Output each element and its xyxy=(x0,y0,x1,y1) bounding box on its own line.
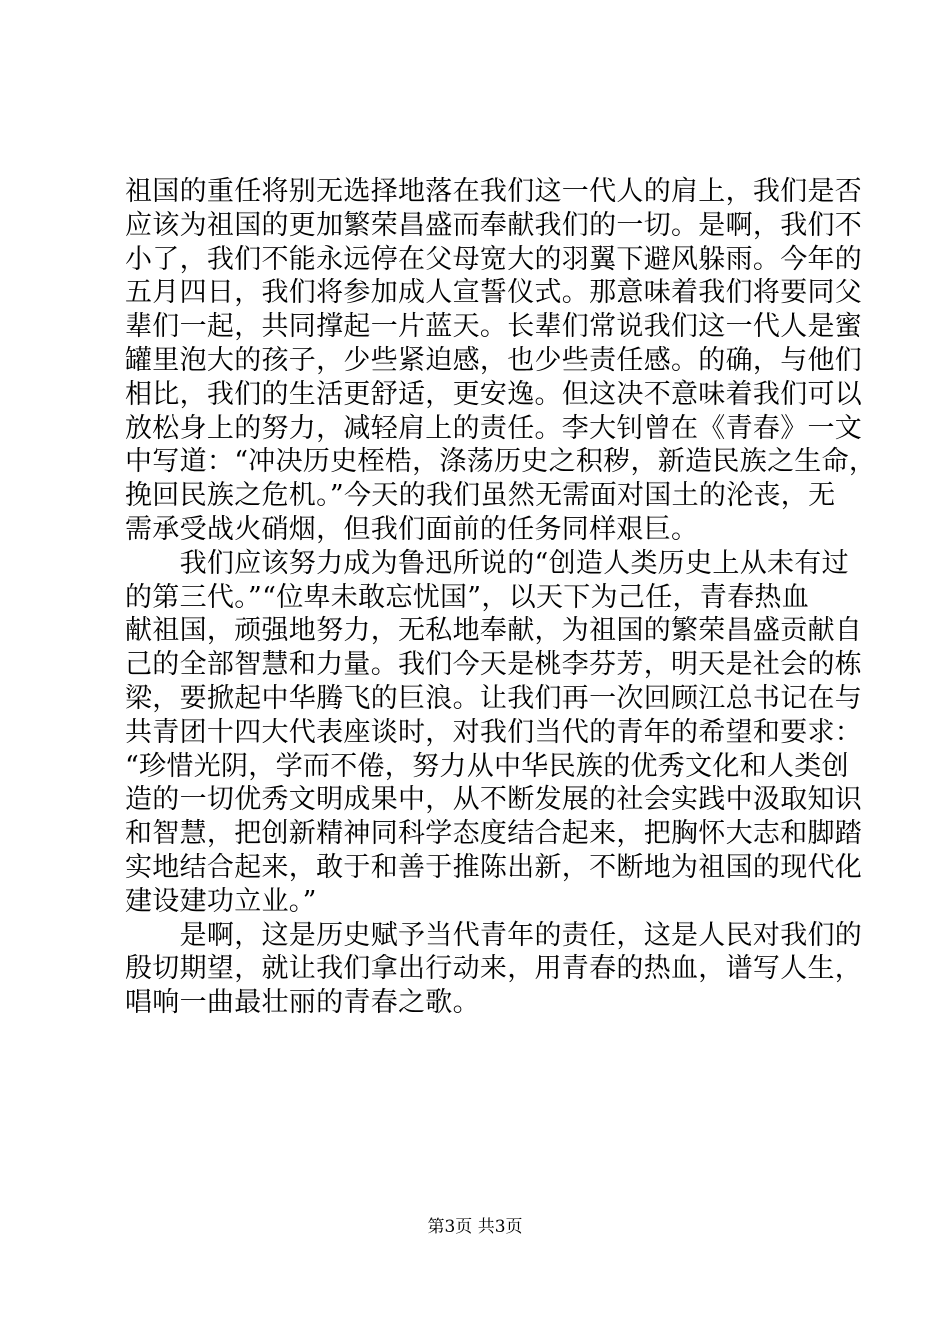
text-line: 实地结合起来，敢于和善于推陈出新，不断地为祖国的现代化 xyxy=(125,851,863,883)
text-line: 相比，我们的生活更舒适，更安逸。但这决不意味着我们可以 xyxy=(125,378,863,410)
text-line: 需承受战火硝烟，但我们面前的任务同样艰巨。 xyxy=(125,513,699,545)
text-line: 造的一切优秀文明成果中，从不断发展的社会实践中汲取知识 xyxy=(125,784,863,816)
text-line: 五月四日，我们将参加成人宣誓仪式。那意味着我们将要同父 xyxy=(125,277,863,309)
text-line: 共青团十四大代表座谈时，对我们当代的青年的希望和要求： xyxy=(125,716,863,748)
text-line: 罐里泡大的孩子，少些紧迫感，也少些责任感。的确，与他们 xyxy=(125,344,863,376)
text-line: 我们应该努力成为鲁迅所说的“创造人类历史上从未有过 xyxy=(125,547,849,579)
text-line: 己的全部智慧和力量。我们今天是桃李芬芳，明天是社会的栋 xyxy=(125,649,863,681)
text-line: 辈们一起，共同撑起一片蓝天。长辈们常说我们这一代人是蜜 xyxy=(125,311,863,343)
page-number: 第3页 共3页 xyxy=(427,1217,523,1237)
text-line: 献祖国，顽强地努力，无私地奉献，为祖国的繁荣昌盛贡献自 xyxy=(125,615,863,647)
text-line: 放松身上的努力，减轻肩上的责任。李大钊曾在《青春》一文 xyxy=(125,412,863,444)
text-line: 殷切期望，就让我们拿出行动来，用青春的热血，谱写人生， xyxy=(125,953,863,985)
text-line: 应该为祖国的更加繁荣昌盛而奉献我们的一切。是啊，我们不 xyxy=(125,209,863,241)
text-line: 挽回民族之危机。”今天的我们虽然无需面对国土的沦丧，无 xyxy=(125,480,836,512)
text-line: 建设建功立业。” xyxy=(125,885,317,917)
text-line: 小了，我们不能永远停在父母宽大的羽翼下避风躲雨。今年的 xyxy=(125,243,863,275)
text-line: 祖国的重任将别无选择地落在我们这一代人的肩上，我们是否 xyxy=(125,176,863,207)
text-line: 唱响一曲最壮丽的青春之歌。 xyxy=(125,987,480,1019)
document-body xyxy=(125,175,877,1020)
text-line: 和智慧，把创新精神同科学态度结合起来，把胸怀大志和脚踏 xyxy=(125,818,863,850)
text-line: 的第三代。”“位卑未敢忘忧国”，以天下为己任，青春热血 xyxy=(125,581,810,613)
text-line: 梁，要掀起中华腾飞的巨浪。让我们再一次回顾江总书记在与 xyxy=(125,682,863,714)
text-line: “珍惜光阴，学而不倦，努力从中华民族的优秀文化和人类创 xyxy=(125,750,849,782)
text-line: 中写道：“冲决历史桎梏，涤荡历史之积秽，新造民族之生命， xyxy=(125,446,877,478)
text-line: 是啊，这是历史赋予当代青年的责任，这是人民对我们的 xyxy=(125,919,863,951)
